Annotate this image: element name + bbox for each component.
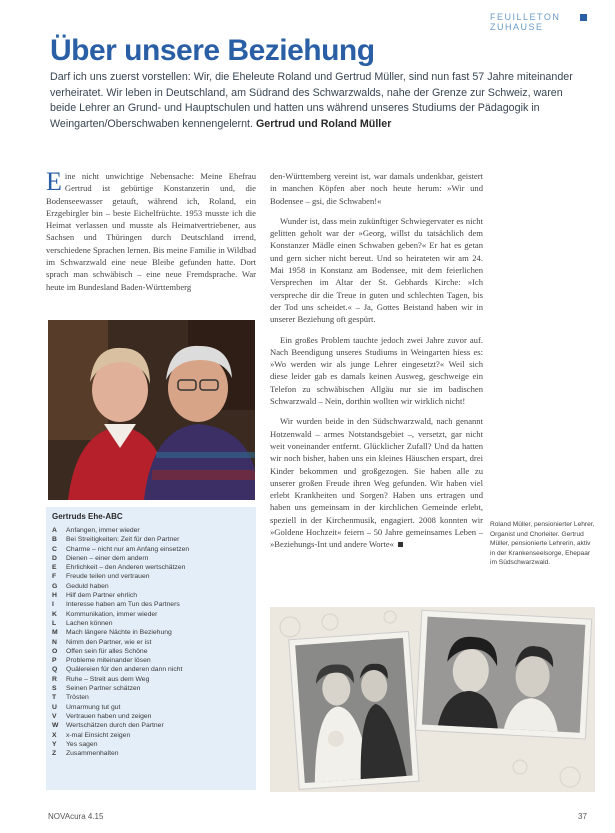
drop-cap: E: [46, 167, 62, 196]
abc-item: [52, 582, 252, 591]
abc-text: x-mal Einsicht zeigen: [66, 731, 131, 739]
couple-portrait-illustration: [48, 320, 255, 500]
column-2-paragraph: Ein großes Problem tauchte jedoch zwei Jahre zuvor auf. Nach Beendigung unseres Studiums in Weingarten hiess es: »Wo werden wir als junge Lehrer eingesetzt?« Weil sich diese leider gab es damals keinen Ausweg, geschweige ein Telefon zu schwäbischen Allgäu nur sie im badischen Schwarzwald – Nein, dorthin wollten wir wirklich nicht!: [270, 334, 483, 407]
abc-letter: P: [52, 657, 57, 665]
abc-text: Nimm den Partner, wie er ist: [66, 638, 152, 646]
abc-list: [52, 526, 252, 758]
abc-item: [52, 638, 252, 647]
abc-text: Bei Streitigkeiten: Zeit für den Partner: [66, 536, 180, 544]
abc-item: [52, 703, 252, 712]
abc-letter: B: [52, 536, 57, 544]
abc-text: Freude teilen und vertrauen: [66, 573, 150, 581]
abc-letter: E: [52, 564, 57, 572]
abc-item: [52, 526, 252, 535]
abc-item: [52, 740, 252, 749]
abc-item: [52, 712, 252, 721]
abc-text: Ruhe – Streit aus dem Weg: [66, 675, 150, 683]
wedding-photos-illustration: [270, 607, 595, 792]
abc-item: [52, 591, 252, 600]
abc-item: [52, 572, 252, 581]
abc-text: Lachen können: [66, 619, 113, 627]
abc-title: Gertruds Ehe-ABC: [52, 512, 123, 521]
abc-text: Interesse haben am Tun des Partners: [66, 601, 180, 609]
column-2-text: [270, 170, 483, 559]
abc-item: [52, 628, 252, 637]
abc-text: Hilf dem Partner ehrlich: [66, 592, 138, 600]
abc-letter: W: [52, 722, 59, 730]
abc-item: [52, 610, 252, 619]
abc-letter: C: [52, 545, 57, 553]
abc-item: [52, 545, 252, 554]
abc-text: Seinen Partner schätzen: [66, 685, 141, 693]
abc-item: [52, 693, 252, 702]
wedding-photos-collage: [270, 607, 595, 792]
abc-item: [52, 665, 252, 674]
abc-letter: M: [52, 629, 58, 637]
abc-item: [52, 619, 252, 628]
abc-item: [52, 731, 252, 740]
abc-letter: N: [52, 638, 57, 646]
abc-item: [52, 749, 252, 758]
section-label: FEUILLETON ZUHAUSE: [490, 12, 561, 32]
abc-letter: S: [52, 685, 57, 693]
ehe-abc-box: [46, 507, 256, 790]
abc-text: Zusammenhalten: [66, 750, 119, 758]
abc-letter: V: [52, 712, 57, 720]
abc-letter: U: [52, 703, 57, 711]
abc-item: [52, 647, 252, 656]
abc-text: Yes sagen: [66, 740, 98, 748]
abc-letter: Q: [52, 666, 58, 674]
column-2-paragraph: den-Württemberg vereint ist, war damals undenkbar, geistert in manchen Köpfen aber noch heute herum: »Wir und Bodensee – gsi, die Schwaben!«: [270, 171, 483, 206]
abc-letter: F: [52, 573, 57, 581]
abc-text: Offen sein für alles Schöne: [66, 647, 148, 655]
column-1-body: ine nicht unwichtige Nebensache: Meine Ehefrau Gertrud ist gebürtige Konstanzerin und, die Bodenseewasser getauft, während ich, Roland, ein Erzgebirgler bin – beste Eichelfrüchte. 1953 musste ich die Heimat verlassen und musste als Heimatvertriebener, aus Sachsen und Thüringen durch Deutschland irrend, verschiedene Sprachen lernen. Bis meine Familie in Wildbad im Schwarzwald eine neue Bleibe gefunden hatte. Dort sprach man schwäbisch – eine neue Fremdsprache. War heute im Bundesland Baden-Württemberg: [46, 171, 256, 292]
column-1-text: [46, 167, 256, 293]
photo-caption: Roland Müller, pensionierter Lehrer, Organist und Chorleiter. Gertrud Müller, pensionierte Lehrerin, aktiv in der Krankenseelsorge, Ehepaar im Südschwarzwald.: [490, 521, 595, 566]
intro-author: Gertrud und Roland Müller: [255, 117, 392, 130]
page-number: 37: [578, 812, 587, 821]
abc-item: [52, 563, 252, 572]
column-2-final-text: Wir wurden beide in den Südschwarzwald, nach genannt Hotzenwald – armes Notstandsgebiet –, versetzt, gar nicht weit voneinander entfernt. Glücklicher Zufall? Und da hatten wir noch bisher, haben uns ein kleines Häuschen erspart, drei Kinder bekommen und großgezogen. Sie haben alle zu unserer großen Freude ihren Weg gefunden. Wir haben viel erlebt Krankheiten und Sorgen? Haben uns ertragen und haben uns gemeinsam in der kirchlichen Gemeinde erlebt, speziell in der Kirchenmusik, engagiert. 2008 konnten wir »Goldene Hochzeit« feiern – 50 Jahre gemeinsames Leben – »Beziehungs-Int und andere Worte«: [270, 416, 483, 550]
abc-letter: L: [52, 619, 57, 627]
abc-text: Geduld haben: [66, 582, 109, 590]
abc-text: Ehrlichkeit – den Anderen wertschätzen: [66, 564, 186, 572]
abc-text: Wertschätzen durch den Partner: [66, 722, 164, 730]
section-marker-square: [580, 14, 587, 21]
abc-letter: I: [52, 601, 54, 609]
abc-text: Charme – nicht nur am Anfang einsetzen: [66, 545, 190, 553]
abc-item: [52, 535, 252, 544]
abc-text: Umarmung tut gut: [66, 703, 121, 711]
abc-item: [52, 721, 252, 730]
abc-text: Anfangen, immer wieder: [66, 527, 140, 534]
footer-publication: NOVAcura 4.15: [48, 812, 104, 821]
end-mark-square: [398, 542, 403, 547]
intro-text: Darf ich uns zuerst vorstellen: Wir, die Eheleute Roland und Gertrud Müller, sind nun fast 57 Jahre miteinander verheiratet. Wir leben in Deutschland, am Südrand des Schwarzwalds, nahe der Grenze zur Schweiz, waren beide Lehrer an Grund- und Hauptschulen und hatten uns während unseres Studiums der Pädagogik in Weingarten/Oberschwaben kennengelernt.: [50, 71, 573, 130]
page-title: Über unsere Beziehung: [50, 34, 375, 67]
abc-letter: G: [52, 582, 58, 590]
abc-text: Dienen – einer dem andern: [66, 554, 149, 562]
abc-letter: X: [52, 731, 57, 739]
abc-item: [52, 600, 252, 609]
abc-letter: Y: [52, 740, 57, 748]
abc-letter: A: [52, 527, 57, 534]
abc-text: Quälereien für den anderen dann nicht: [66, 666, 183, 674]
abc-text: Mach längere Nächte in Beziehung: [66, 629, 172, 637]
abc-letter: Z: [52, 750, 57, 758]
abc-letter: R: [52, 675, 57, 683]
abc-text: Trösten: [66, 694, 89, 702]
abc-text: Probleme miteinander lösen: [66, 657, 151, 665]
abc-item: [52, 656, 252, 665]
abc-text: Vertrauen haben und zeigen: [66, 712, 152, 720]
abc-letter: T: [52, 694, 57, 702]
abc-item: [52, 675, 252, 684]
abc-item: [52, 684, 252, 693]
column-2-paragraph: [270, 415, 483, 550]
abc-letter: D: [52, 554, 57, 562]
intro-paragraph: [50, 70, 585, 132]
abc-text: Kommunikation, immer wieder: [66, 610, 158, 618]
abc-letter: K: [52, 610, 57, 618]
abc-letter: O: [52, 647, 58, 655]
abc-item: [52, 554, 252, 563]
abc-letter: H: [52, 592, 57, 600]
couple-portrait-photo: [48, 320, 255, 500]
column-2-paragraph: Wunder ist, dass mein zukünftiger Schwiegervater es nicht gelitten geholt war der »Georg, willst du tatsächlich dem Konstanzer Mädle einen Schwaben geben?« Er hat es getan und gern sicher nicht bereut. Und so heirateten wir am 24. Mai 1958 in Konstanz am Bodensee, mit dem feierlichen Versprechen im Altar der St. Gebhards Kirche: »Ich verspreche dir die Treue in guten und schlechten Tagen, bis der Tod uns scheidet.« – Ja, Gottes Beistand haben wir in unserer Beziehung oft gespürt.: [270, 215, 483, 325]
